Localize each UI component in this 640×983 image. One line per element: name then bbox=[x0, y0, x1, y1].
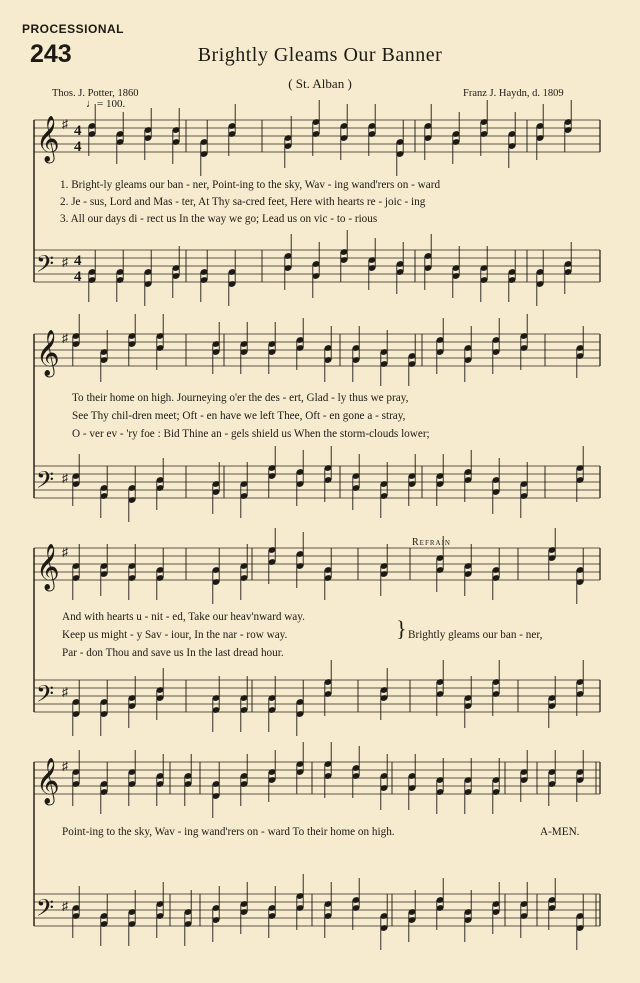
lyric-line-1-3: 3. All our days di - rect us In the way we go; Lead us on vic - to - rious bbox=[60, 213, 378, 225]
bass-clef-icon: 𝄢 bbox=[36, 466, 55, 499]
refrain-text: Brightly gleams our ban - ner, bbox=[408, 629, 543, 641]
time-signature-bottom: 4 bbox=[74, 139, 82, 155]
sharp-icon: ♯ bbox=[62, 117, 68, 131]
treble-clef-icon: 𝄞 bbox=[36, 330, 60, 376]
time-signature-bottom: 4 bbox=[74, 269, 82, 285]
words-credit: Thos. J. Potter, 1860 bbox=[52, 88, 139, 99]
time-signature-top: 4 bbox=[74, 253, 82, 269]
bass-clef-icon: 𝄢 bbox=[36, 250, 55, 283]
quarter-note-icon: ♩ bbox=[86, 98, 97, 110]
lyric-line-4: Point-ing to the sky, Wav - ing wand'rers on - ward To their home on high. bbox=[62, 826, 395, 838]
hymn-number: 243 bbox=[30, 40, 72, 68]
treble-clef-icon: 𝄞 bbox=[36, 544, 60, 590]
music-credit: Franz J. Haydn, d. 1809 bbox=[463, 88, 564, 99]
section-heading: PROCESSIONAL bbox=[22, 22, 125, 36]
sharp-icon: ♯ bbox=[62, 899, 68, 913]
refrain-label: Refrain bbox=[412, 537, 451, 548]
sharp-icon: ♯ bbox=[62, 331, 68, 345]
lyric-line-1-2: 2. Je - sus, Lord and Mas - ter, At Thy sa-cred feet, Here with hearts re - joic - ing bbox=[60, 196, 426, 208]
sharp-icon: ♯ bbox=[62, 471, 68, 485]
lyric-line-2-2: See Thy chil-dren meet; Oft - en have we left Thee, Oft - en gone a - stray, bbox=[72, 410, 406, 422]
time-signature-top: 4 bbox=[74, 123, 82, 139]
refrain-brace-icon: } bbox=[396, 616, 407, 641]
tempo-value: = 100. bbox=[97, 98, 126, 110]
lyric-line-1-1: 1. Bright-ly gleams our ban - ner, Point-ing to the sky, Wav - ing wand'rers on - ward bbox=[60, 179, 441, 191]
lyric-line-3-3: Par - don Thou and save us In the last dread hour. bbox=[62, 647, 284, 659]
treble-clef-icon: 𝄞 bbox=[36, 758, 60, 804]
sharp-icon: ♯ bbox=[62, 255, 68, 269]
bass-clef-icon: 𝄢 bbox=[36, 894, 55, 927]
lyric-line-2-3: O - ver ev - 'ry foe : Bid Thine an - gels shield us When the storm-clouds lower; bbox=[72, 428, 430, 440]
lyric-line-3-2: Keep us might - y Sav - iour, In the nar - row way. bbox=[62, 629, 288, 641]
sharp-icon: ♯ bbox=[62, 685, 68, 699]
amen-text: A-MEN. bbox=[540, 826, 580, 838]
bass-clef-icon: 𝄢 bbox=[36, 680, 55, 713]
treble-clef-icon: 𝄞 bbox=[36, 116, 60, 162]
sharp-icon: ♯ bbox=[62, 759, 68, 773]
tune-name: ( St. Alban ) bbox=[288, 76, 352, 91]
lyric-line-2-1: To their home on high. Journeying o'er the des - ert, Glad - ly thus we pray, bbox=[72, 392, 409, 404]
sharp-icon: ♯ bbox=[62, 545, 68, 559]
lyric-line-3-1: And with hearts u - nit - ed, Take our heav'nward way. bbox=[62, 611, 305, 623]
hymn-title: Brightly Gleams Our Banner bbox=[197, 44, 443, 66]
